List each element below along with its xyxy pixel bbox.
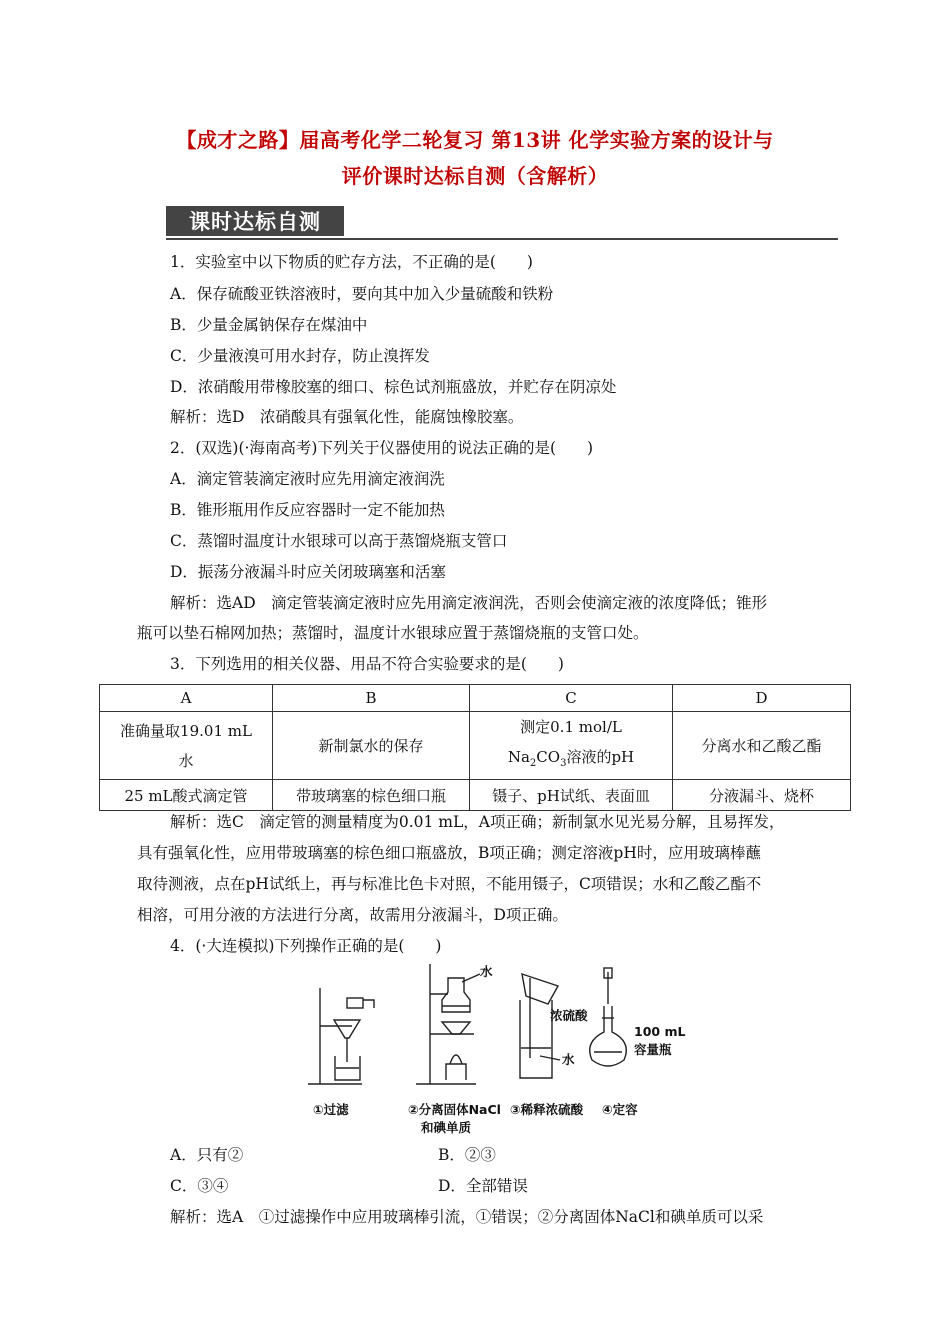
q1-option-b: B．少量金属钠保存在煤油中: [170, 316, 368, 334]
table-header: D: [673, 685, 851, 712]
q2-option-b: B．锥形瓶用作反应容器时一定不能加热: [170, 501, 445, 519]
q1-analysis: 解析：选D 浓硝酸具有强氧化性，能腐蚀橡胶塞。: [170, 408, 524, 426]
section-banner: 课时达标自测: [166, 206, 344, 236]
q2-analysis: 解析：选AD 滴定管装滴定液时应先用滴定液润洗，否则会使滴定液的浓度降低；锥形: [170, 594, 768, 612]
q1-option-a: A．保存硫酸亚铁溶液时，要向其中加入少量硫酸和铁粉: [170, 285, 554, 303]
cell-formula: $Na_2CO_3$溶液的pH: [507, 748, 635, 769]
q4-option-b: B．②③: [438, 1146, 496, 1164]
table-header: C: [470, 685, 673, 712]
q3-stem: 3．下列选用的相关仪器、用品不符合实验要求的是( ): [170, 655, 564, 673]
label-water: 水: [480, 964, 493, 979]
q2-option-c: C．蒸馏时温度计水银球可以高于蒸馏烧瓶支管口: [170, 532, 508, 550]
table-header: A: [100, 685, 273, 712]
q4-option-a: A．只有②: [170, 1146, 244, 1164]
q2-stem: 2．(双选)(·海南高考)下列关于仪器使用的说法正确的是( ): [170, 439, 594, 457]
page-title-continued: 评价课时达标自测（含解析）: [341, 164, 609, 188]
q3-analysis-continued: 取待测液，点在pH试纸上，再与标准比色卡对照，不能用镊子，C项错误；水和乙酸乙酯不: [137, 875, 762, 893]
q2-option-d: D．振荡分液漏斗时应关闭玻璃塞和活塞: [170, 563, 446, 581]
label-conc-sulfuric-acid: 浓硫酸: [550, 1008, 588, 1023]
caption-dilution: ③稀释浓硫酸: [510, 1102, 584, 1117]
q2-option-a: A．滴定管装滴定液时应先用滴定液润洗: [170, 470, 445, 488]
table-cell: [470, 712, 673, 780]
table-cell: 分液漏斗、烧杯: [673, 780, 851, 811]
q1-stem: 1．实验室中以下物质的贮存方法，不正确的是( ): [170, 253, 533, 271]
cell-text: 测定0.1 mol/L: [520, 718, 622, 736]
table-row: [100, 780, 851, 811]
table-header: B: [273, 685, 470, 712]
q4-stem: 4．(·大连模拟)下列操作正确的是( ): [170, 937, 442, 955]
table-row: [100, 712, 851, 780]
caption-fixed-volume: ④定容: [602, 1102, 638, 1117]
q3-options-table: [99, 684, 851, 811]
table-cell: 带玻璃塞的棕色细口瓶: [273, 780, 470, 811]
table-cell: [100, 712, 273, 780]
label-water: 水: [562, 1052, 575, 1067]
q1-option-c: C．少量液溴可用水封存，防止溴挥发: [170, 347, 430, 365]
label-volumetric-flask: 容量瓶: [634, 1042, 672, 1057]
q2-analysis-continued: 瓶可以垫石棉网加热；蒸馏时，温度计水银球应置于蒸馏烧瓶的支管口处。: [137, 624, 649, 642]
caption-filtration: ①过滤: [313, 1102, 349, 1117]
cell-text: 准确量取19.01 mL: [120, 721, 252, 740]
caption-separation: ②分离固体NaCl: [408, 1102, 501, 1117]
page-title: 【成才之路】届高考化学二轮复习 第13讲 化学实验方案的设计与: [176, 128, 774, 152]
q3-analysis-continued: 相溶，可用分液的方法进行分离，故需用分液漏斗，D项正确。: [137, 906, 568, 924]
table-cell: 分离水和乙酸乙酯: [673, 712, 851, 780]
q4-option-c: C．③④: [170, 1177, 229, 1195]
table-row: [100, 685, 851, 712]
q4-analysis: 解析：选A ①过滤操作中应用玻璃棒引流，①错误；②分离固体NaCl和碘单质可以采: [170, 1208, 764, 1226]
table-cell: 新制氯水的保存: [273, 712, 470, 780]
q4-apparatus-figure: [300, 960, 686, 1100]
q1-option-d: D．浓硝酸用带橡胶塞的细口、棕色试剂瓶盛放，并贮存在阴凉处: [170, 378, 617, 396]
label-flask-volume: 100 mL: [634, 1024, 686, 1039]
apparatus-illustration: [300, 960, 650, 1100]
table-cell: 25 mL酸式滴定管: [100, 780, 273, 811]
section-divider: [166, 238, 838, 240]
caption-separation-continued: 和碘单质: [421, 1120, 472, 1135]
q4-option-d: D．全部错误: [438, 1177, 528, 1195]
cell-text: 水: [178, 751, 194, 770]
table-cell: 镊子、pH试纸、表面皿: [470, 780, 673, 811]
q3-analysis-continued: 具有强氧化性，应用带玻璃塞的棕色细口瓶盛放，B项正确；测定溶液pH时，应用玻璃棒蘸: [137, 844, 761, 862]
q3-analysis: 解析：选C 滴定管的测量精度为0.01 mL，A项正确；新制氯水见光易分解，且易挥发，: [170, 813, 785, 831]
